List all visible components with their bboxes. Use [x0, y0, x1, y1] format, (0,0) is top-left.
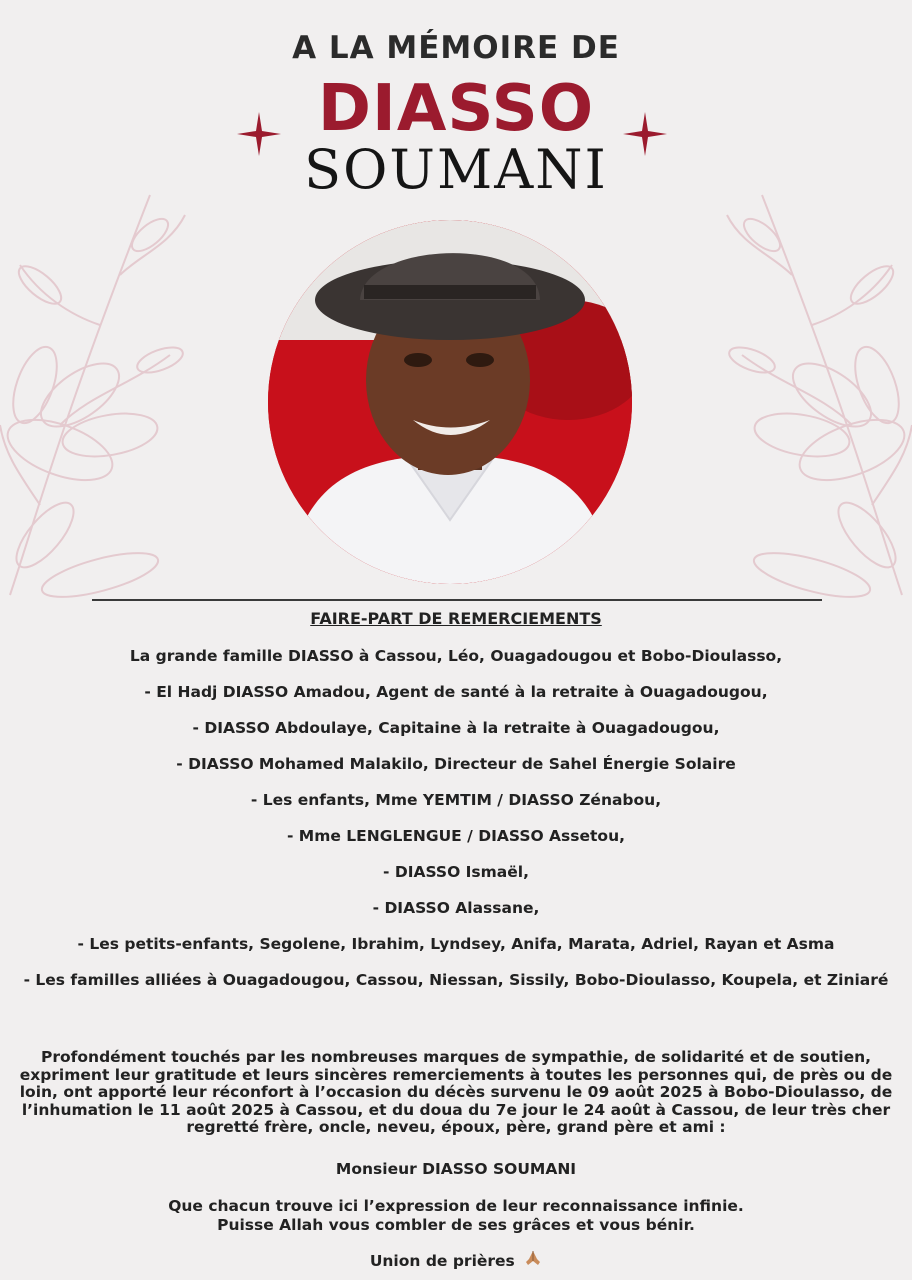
list-item: - DIASSO Alassane, [372, 899, 540, 917]
list-item: - Les familles alliées à Ouagadougou, Cassou, Niessan, Sissily, Bobo-Dioulasso, Koupela, et Ziniaré [23, 971, 889, 989]
list-item: - Mme LENGLENGUE / DIASSO Assetou, [286, 827, 626, 845]
closing-text [0, 1197, 912, 1235]
closing-line: Que chacun trouve ici l’expression de leur reconnaissance infinie. [168, 1197, 744, 1215]
closing-line: Puisse Allah vous combler de ses grâces et vous bénir. [217, 1216, 695, 1234]
prayer-line [0, 1250, 912, 1270]
deceased-given-name: SOUMANI [304, 138, 608, 201]
list-item: La grande famille DIASSO à Cassou, Léo, Ouagadougou et Bobo-Dioulasso, [129, 647, 783, 665]
praying-hands-icon [524, 1250, 542, 1266]
sparkle-icon [237, 112, 281, 156]
list-item: - DIASSO Ismaël, [383, 863, 529, 881]
prayer-text: Union de prières [369, 1252, 515, 1270]
floral-decoration-left [0, 175, 190, 605]
portrait-illustration [268, 220, 632, 584]
family-list [0, 647, 912, 1007]
list-item: - DIASSO Abdoulaye, Capitaine à la retraite à Ouagadougou, [192, 719, 720, 737]
section-divider [92, 599, 822, 601]
list-item: - Les petits-enfants, Segolene, Ibrahim, Lyndsey, Anifa, Marata, Adriel, Rayan et Asma [77, 935, 835, 953]
sparkle-icon [623, 112, 667, 156]
notice-heading: FAIRE-PART DE REMERCIEMENTS [310, 609, 602, 628]
floral-decoration-right [722, 175, 912, 605]
list-item: - DIASSO Mohamed Malakilo, Directeur de Sahel Énergie Solaire [176, 755, 736, 773]
memorial-heading: A LA MÉMOIRE DE [292, 30, 620, 66]
deceased-surname: DIASSO [317, 72, 595, 146]
list-item: - Les enfants, Mme YEMTIM / DIASSO Zénabou, [250, 791, 662, 809]
thanks-paragraph: Profondément touchés par les nombreuses marques de sympathie, de solidarité et de soutien, expriment leur gratitude et leurs sincères remerciements à toutes les personnes qui, de près ou de loin, ont apporté leur réconfort à l’occasion du décès survenu le 09 août 2025 à Bobo-Dioulasso, de l’inhumation le 11 août 2025 à Cassou, et du doua du 7e jour le 24 août à Cassou, de leur très cher regretté frère, oncle, neveu, époux, père, grand père et ami : [19, 1048, 893, 1136]
deceased-full-name: Monsieur DIASSO SOUMANI [335, 1160, 577, 1178]
list-item: - El Hadj DIASSO Amadou, Agent de santé à la retraite à Ouagadougou, [144, 683, 768, 701]
portrait-photo [268, 220, 632, 584]
